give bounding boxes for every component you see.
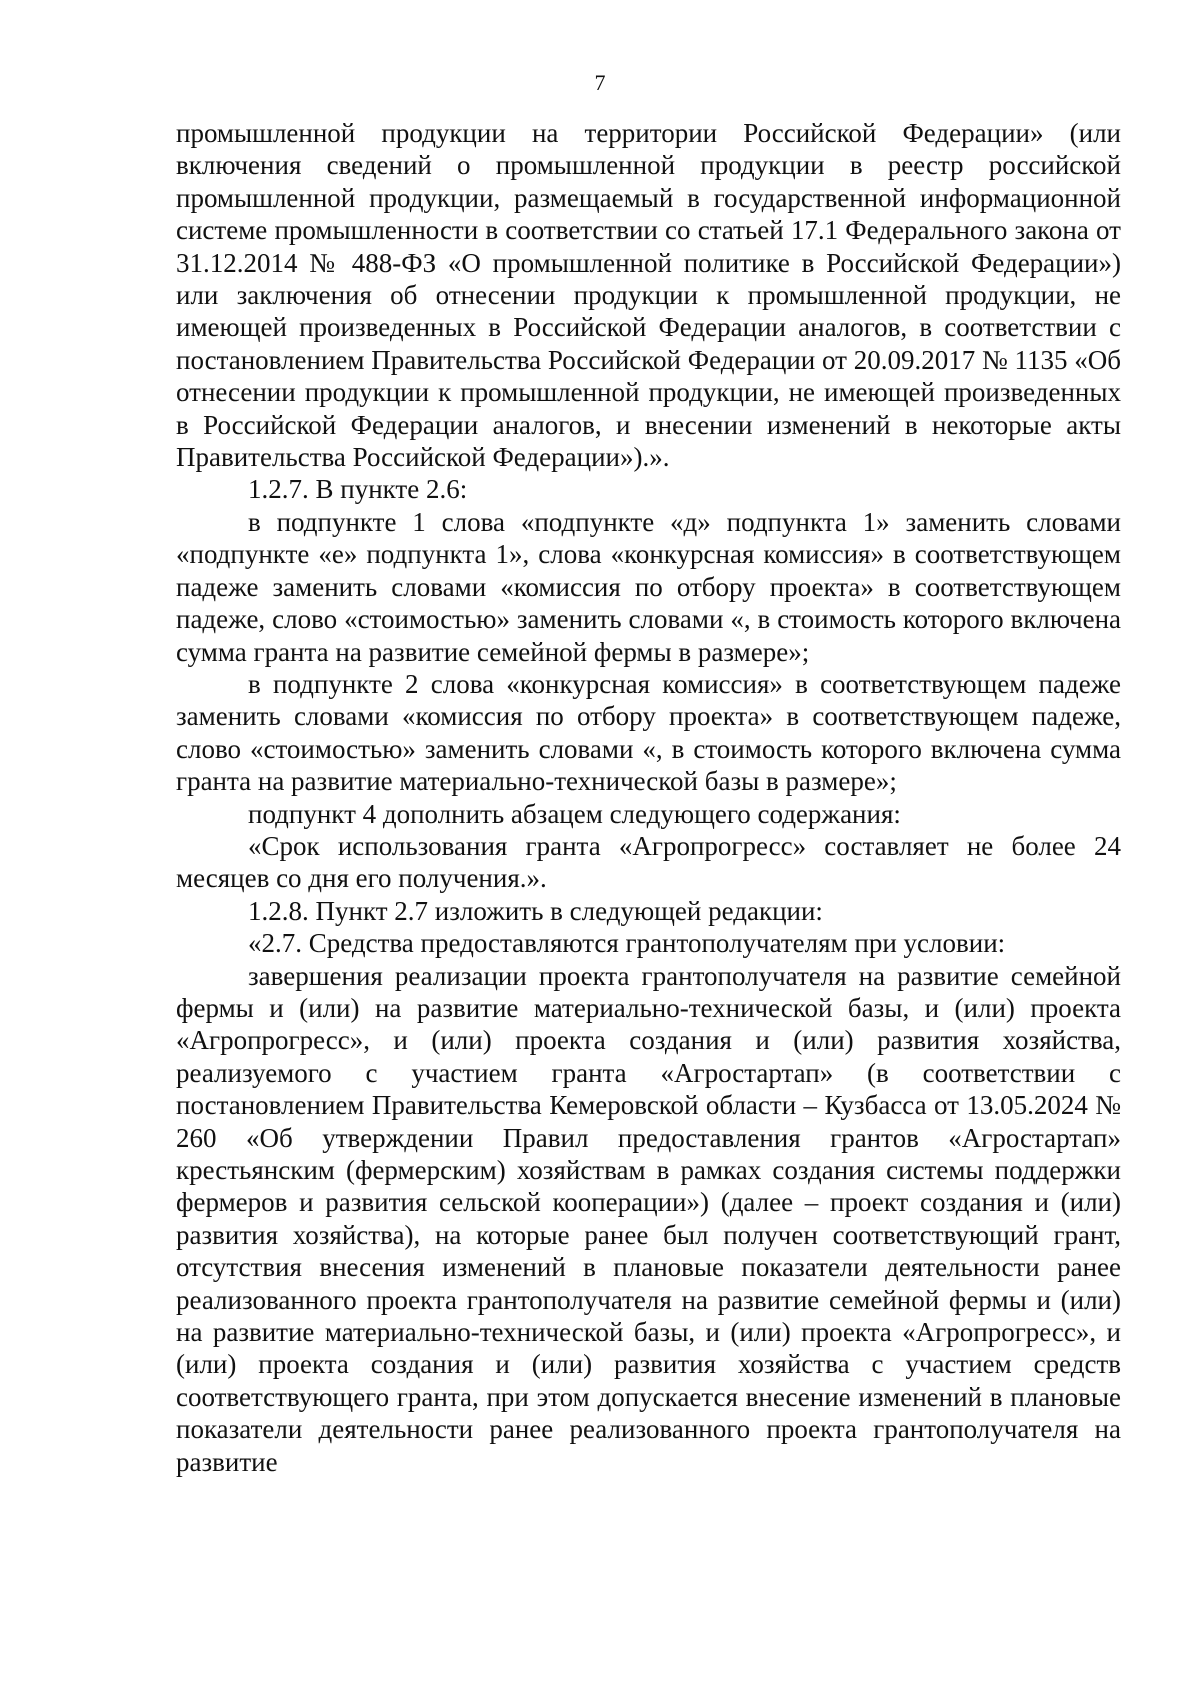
paragraph: завершения реализации проекта грантополучателя на развитие семейной фермы и (или) на развитие материально-технической базы, и (или) проекта «Агропрогресс», и (или) проекта создания и (или) развития хозяйства, реализуемого с участием гранта «Агростартап» (в соответствии с постановлением Правительства Кемеровской области – Кузбасса от 13.05.2024 № 260 «Об утверждении Правил предоставления грантов «Агростартап» крестьянским (фермерским) хозяйствам в рамках создания системы поддержки фермеров и развития сельской кооперации») (далее – проект создания и (или) развития хозяйства), на которые ранее был получен соответствующий грант, отсутствия внесения изменений в плановые показатели деятельности ранее реализованного проекта грантополучателя на развитие семейной фермы и (или) на развитие материально-технической базы, и (или) проекта «Агропрогресс», и (или) проекта создания и (или) развития хозяйства с участием средств соответствующего гранта, при этом допускается внесение изменений в плановые показатели деятельности ранее реализованного проекта грантополучателя на развитие xyxy=(176,960,1121,1477)
paragraph: промышленной продукции на территории Российской Федерации» (или включения сведений о промышленной продукции в реестр российской промышленной продукции, размещаемый в государственной информационной системе промышленности в соответствии со статьей 17.1 Федерального закона от 31.12.2014 № 488-ФЗ «О промышленной политике в Российской Федерации») или заключения об отнесении продукции к промышленной продукции, не имеющей произведенных в Российской Федерации аналогов, в соответствии с постановлением Правительства Российской Федерации от 20.09.2017 № 1135 «Об отнесении продукции к промышленной продукции, не имеющей произведенных в Российской Федерации аналогов, и внесении изменений в некоторые акты Правительства Российской Федерации»).». xyxy=(176,118,1121,473)
paragraph: подпункт 4 дополнить абзацем следующего содержания: xyxy=(248,798,901,829)
page-number: 7 xyxy=(594,70,606,95)
document-body xyxy=(176,117,1121,1478)
paragraph: 1.2.8. Пункт 2.7 изложить в следующей редакции: xyxy=(248,895,823,926)
paragraph: в подпункте 2 слова «конкурсная комиссия» в соответствующем падеже заменить словами «комиссия по отбору проекта» в соответствующем падеже, слово «стоимостью» заменить словами «, в стоимость которого включена сумма гранта на развитие материально-технической базы в размере»; xyxy=(176,668,1121,797)
paragraph: «Срок использования гранта «Агропрогресс» составляет не более 24 месяцев со дня его получения.». xyxy=(176,830,1121,894)
paragraph: «2.7. Средства предоставляются грантополучателям при условии: xyxy=(248,928,1006,959)
paragraph: 1.2.7. В пункте 2.6: xyxy=(248,474,468,505)
paragraph: в подпункте 1 слова «подпункте «д» подпункта 1» заменить словами «подпункте «е» подпункта 1», слова «конкурсная комиссия» в соответствующем падеже заменить словами «комиссия по отбору проекта» в соответствующем падеже, слово «стоимостью» заменить словами «, в стоимость которого включена сумма гранта на развитие семейной фермы в размере»; xyxy=(176,506,1121,667)
